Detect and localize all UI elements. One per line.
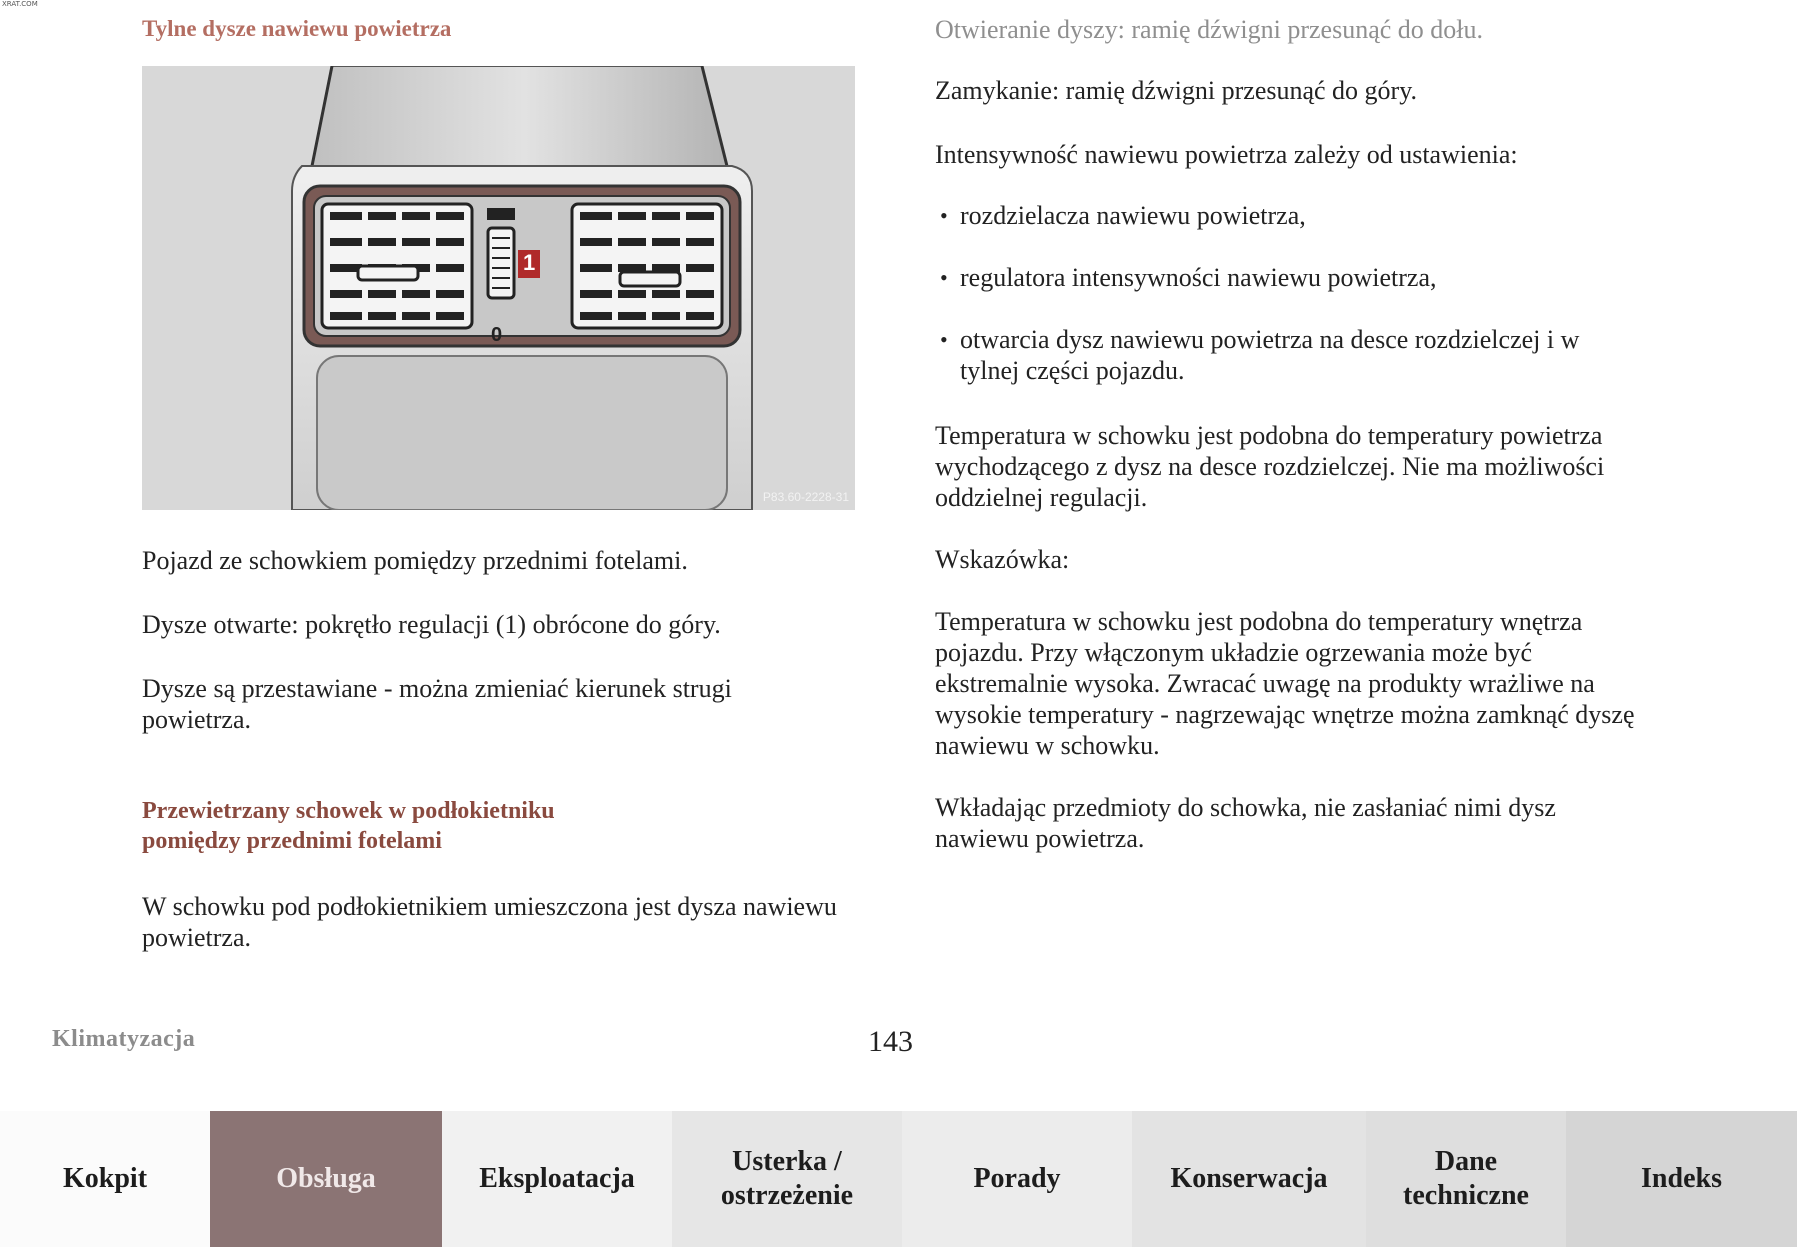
paragraph-do-not-cover: Wkładając przedmioty do schowka, nie zasłaniać nimi dysz nawiewu powietrza. (935, 793, 1556, 853)
section-heading-ventilated-compartment-line2: pomiędzy przednimi fotelami (142, 828, 442, 854)
page-number: 143 (868, 1025, 913, 1058)
tab-indeks[interactable]: Indeks (1566, 1111, 1797, 1247)
section-heading-ventilated-compartment-line1: Przewietrzany schowek w podłokietniku (142, 798, 555, 824)
list-item: • otwarcia dysz nawiewu powietrza na desce rozdzielczej i w tylnej części pojazdu. (960, 324, 1600, 386)
list-item: • regulatora intensywności nawiewu powietrza, (960, 262, 1650, 293)
paragraph-temperature-interior: Temperatura w schowku jest podobna do temperatury wnętrza pojazdu. Przy włączonym układzie ogrzewania może być ekstremalnie wysoka. Zwracać uwagę na produkty wrażliwe na wysokie temperatury - nagrzewając wnętrze można zamknąć dyszę nawiewu w schowku. (935, 607, 1635, 760)
section-heading-rear-vents: Tylne dysze nawiewu powietrza (142, 16, 452, 41)
tab-dane-techniczne[interactable]: Dane techniczne (1366, 1111, 1566, 1247)
paragraph-vents-adjustable: Dysze są przestawiane - można zmieniać kierunek strugi powietrza. (142, 674, 732, 734)
paragraph-intensity: Intensywność nawiewu powietrza zależy od ustawienia: (935, 140, 1518, 169)
wheel-zero-label: 0 (491, 324, 503, 346)
tab-kokpit[interactable]: Kokpit (0, 1111, 210, 1247)
chapter-navigation (0, 1111, 1797, 1247)
tab-obsluga[interactable]: Obsługa (210, 1111, 442, 1247)
paragraph-opening: Otwieranie dyszy: ramię dźwigni przesunąć do dołu. (935, 15, 1483, 44)
tab-porady[interactable]: Porady (902, 1111, 1132, 1247)
section-name: Klimatyzacja (52, 1026, 196, 1052)
vent-drawing (142, 66, 855, 510)
tab-usterka-ostrzezenie[interactable]: Usterka / ostrzeżenie (672, 1111, 902, 1247)
rear-air-vent-illustration (142, 66, 855, 510)
paragraph-compartment-vent: W schowku pod podłokietnikiem umieszczona jest dysza nawiewu powietrza. (142, 892, 837, 952)
paragraph-temperature-dashboard: Temperatura w schowku jest podobna do temperatury powietrza wychodzącego z dysz na desce rozdzielczej. Nie ma możliwości oddzielnej regulacji. (935, 421, 1605, 512)
note-label: Wskazówka: (935, 545, 1070, 574)
callout-marker-1: 1 (523, 250, 536, 275)
figure-code: P83.60-2228-31 (762, 490, 849, 504)
tab-eksploatacja[interactable]: Eksploatacja (442, 1111, 672, 1247)
tab-konserwacja[interactable]: Konserwacja (1132, 1111, 1366, 1247)
list-item: • rozdzielacza nawiewu powietrza, (960, 200, 1650, 231)
paragraph-vents-open: Dysze otwarte: pokrętło regulacji (1) obrócone do góry. (142, 610, 721, 639)
paragraph-closing: Zamykanie: ramię dźwigni przesunąć do góry. (935, 76, 1418, 105)
site-watermark: XRAT.COM (2, 0, 38, 8)
paragraph-vehicle-compartment: Pojazd ze schowkiem pomiędzy przednimi fotelami. (142, 546, 688, 575)
